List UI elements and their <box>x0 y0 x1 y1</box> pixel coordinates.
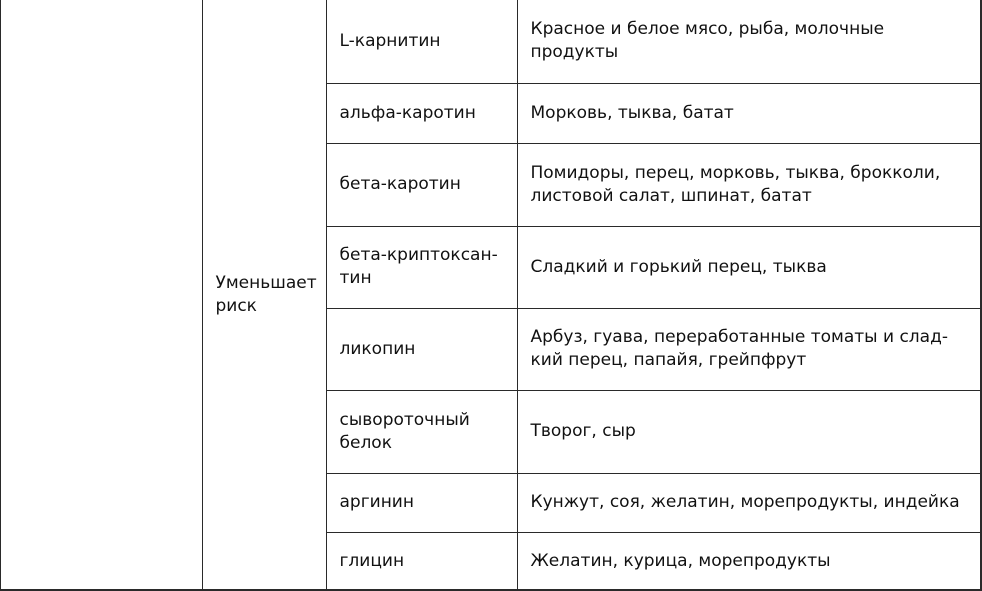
nutrient-cell: ликопин <box>326 308 517 390</box>
nutrient-cell: аргинин <box>326 473 517 532</box>
sources-cell: Помидоры, перец, морковь, тыква, брокколи, листовой салат, шпинат, батат <box>517 143 981 226</box>
nutrient-cell: сывороточный белок <box>326 390 517 473</box>
effect-cell: Уменьшает риск <box>202 0 326 590</box>
nutrient-cell: альфа-каротин <box>326 83 517 143</box>
sources-cell: Сладкий и горький перец, тыква <box>517 226 981 308</box>
nutrient-cell: бета-криптоксан-тин <box>326 226 517 308</box>
nutrient-cell: глицин <box>326 532 517 590</box>
sources-cell: Творог, сыр <box>517 390 981 473</box>
nutrient-cell: бета-каротин <box>326 143 517 226</box>
sources-cell: Красное и белое мясо, рыба, молочные продукты <box>517 0 981 83</box>
table-row <box>0 0 981 83</box>
sources-cell: Кунжут, соя, желатин, морепродукты, индейка <box>517 473 981 532</box>
sources-cell: Арбуз, гуава, переработанные томаты и слад-кий перец, папайя, грейпфрут <box>517 308 981 390</box>
empty-category-cell <box>0 0 202 590</box>
sources-cell: Морковь, тыква, батат <box>517 83 981 143</box>
sources-cell: Желатин, курица, морепродукты <box>517 532 981 590</box>
nutrient-cell: L-карнитин <box>326 0 517 83</box>
